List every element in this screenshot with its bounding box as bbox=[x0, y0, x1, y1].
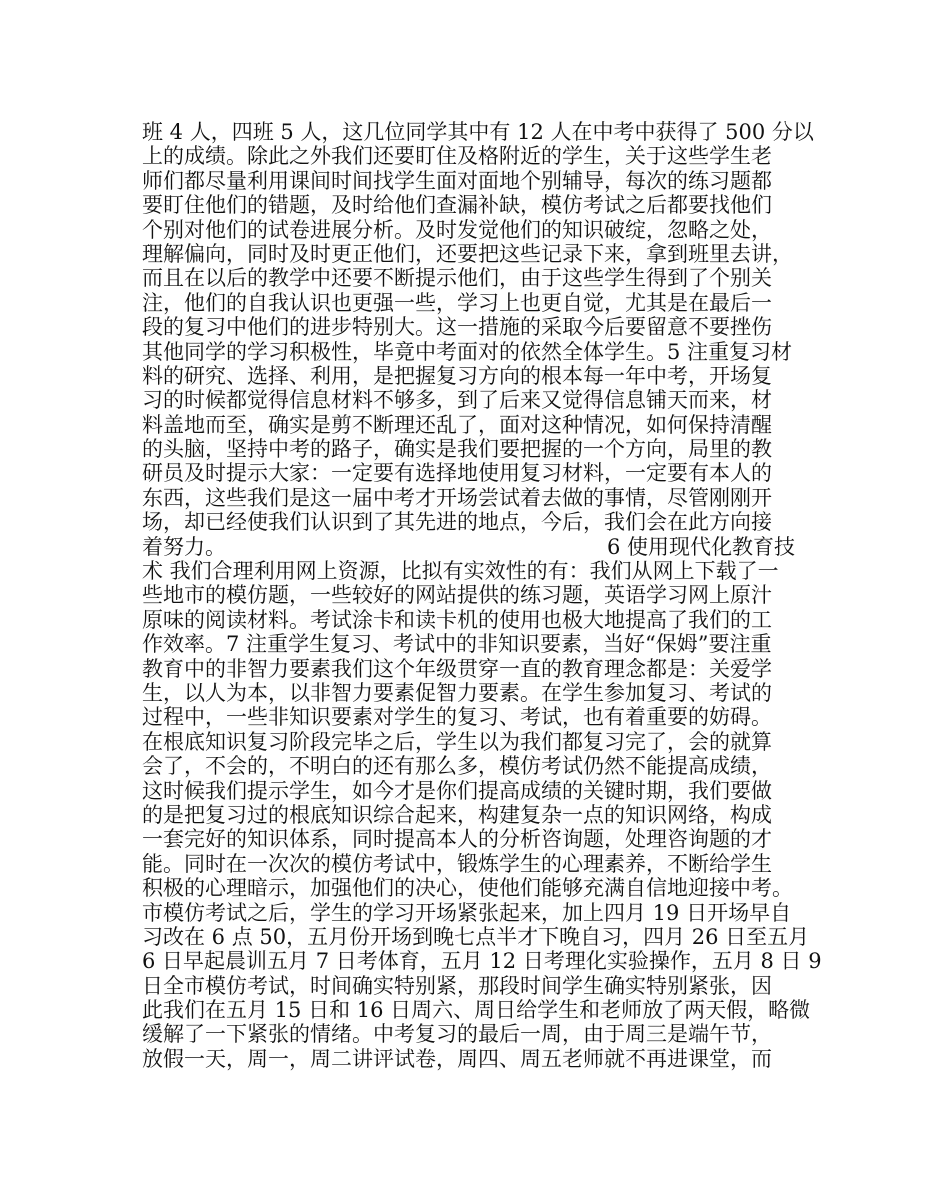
text-line: 的头脑，坚持中考的路子，确实是我们要把握的一个方向，局里的教 bbox=[142, 437, 772, 462]
text-line: 市模仿考试之后，学生的学习开场紧张起来，加上四月 19 日开场早自 bbox=[142, 900, 792, 925]
text-line: 个别对他们的试卷进展分析。及时发觉他们的知识破绽，忽略之处， bbox=[142, 217, 772, 242]
text-line: 教育中的非智力要素我们这个年级贯穿一直的教育理念都是：关爱学 bbox=[142, 656, 772, 681]
text-line: 此我们在五月 15 日和 16 日周六、周日给学生和老师放了两天假，略微 bbox=[142, 998, 811, 1023]
text-line: 缓解了一下紧张的情绪。中考复习的最后一周，由于周三是端午节， bbox=[142, 1022, 772, 1047]
text-line: 日全市模仿考试，时间确实特别紧，那段时间学生确实特别紧张，因 bbox=[142, 973, 772, 998]
text-line: 6 日早起晨训五月 7 日考体育，五月 12 日考理化实验操作，五月 8 日 9 bbox=[142, 949, 822, 974]
text-line: 场，却已经使我们认识到了其先进的地点，今后，我们会在此方向接 bbox=[142, 510, 772, 535]
text-line: 的是把复习过的根底知识综合起来，构建复杂一点的知识网络，构成 bbox=[142, 802, 772, 827]
text-line: 一套完好的知识体系，同时提高本人的分析咨询题，处理咨询题的才 bbox=[142, 827, 772, 852]
section-heading-6: 6 使用现代化教育技 bbox=[607, 534, 796, 559]
text-line: 作效率。7 注重学生复习、考试中的非知识要素，当好“保姆”要注重 bbox=[142, 632, 772, 657]
body-text bbox=[142, 120, 832, 1071]
text-line: 理解偏向，同时及时更正他们，还要把这些记录下来，拿到班里去讲， bbox=[142, 241, 793, 266]
text-line: 研员及时提示大家：一定要有选择地使用复习材料，一定要有本人的 bbox=[142, 461, 772, 486]
text-line: 在根底知识复习阶段完毕之后，学生以为我们都复习完了，会的就算 bbox=[142, 729, 772, 754]
text-line: 这时候我们提示学生，如今才是你们提高成绩的关键时期，我们要做 bbox=[142, 778, 772, 803]
text-line: 其他同学的学习积极性，毕竟中考面对的依然全体学生。5 注重复习材 bbox=[142, 339, 793, 364]
text-line: 习的时候都觉得信息材料不够多，到了后来又觉得信息铺天而来，材 bbox=[142, 388, 772, 413]
text-line: 料盖地而至，确实是剪不断理还乱了，面对这种情况，如何保持清醒 bbox=[142, 412, 772, 437]
text-line: 过程中，一些非知识要素对学生的复习、考试，也有着重要的妨碍。 bbox=[142, 705, 772, 730]
text-line: 放假一天，周一，周二讲评试卷，周四、周五老师就不再进课堂，而 bbox=[142, 1046, 772, 1071]
text-line: 东西，这些我们是这一届中考才开场尝试着去做的事情，尽管刚刚开 bbox=[142, 485, 772, 510]
text-line: 原味的阅读材料。考试涂卡和读卡机的使用也极大地提高了我们的工 bbox=[142, 607, 772, 632]
text-line: 班 4 人，四班 5 人，这几位同学其中有 12 人在中考中获得了 500 分以 bbox=[142, 120, 814, 144]
text-line: 些地市的模仿题，一些较好的网站提供的练习题，英语学习网上原汁 bbox=[142, 583, 772, 608]
text-line: 生，以人为本，以非智力要素促智力要素。在学生参加复习、考试的 bbox=[142, 680, 772, 705]
text-line: 术 我们合理利用网上资源，比拟有实效性的有：我们从网上下载了一 bbox=[142, 559, 779, 584]
text-line: 会了，不会的，不明白的还有那么多，模仿考试仍然不能提高成绩， bbox=[142, 754, 772, 779]
paragraph-end-text: 着努力。 bbox=[142, 534, 226, 559]
text-line-split bbox=[142, 535, 832, 559]
text-line: 要盯住他们的错题，及时给他们查漏补缺，模仿考试之后都要找他们 bbox=[142, 193, 772, 218]
text-line: 能。同时在一次次的模仿考试中，锻炼学生的心理素养，不断给学生 bbox=[142, 851, 772, 876]
text-line: 段的复习中他们的进步特别大。这一措施的采取今后要留意不要挫伤 bbox=[142, 315, 772, 340]
text-line: 习改在 6 点 50，五月份开场到晚七点半才下晚自习，四月 26 日至五月 bbox=[142, 924, 810, 949]
text-line: 而且在以后的教学中还要不断提示他们，由于这些学生得到了个别关 bbox=[142, 266, 772, 291]
text-line: 上的成绩。除此之外我们还要盯住及格附近的学生，关于这些学生老 bbox=[142, 144, 772, 169]
text-line: 注，他们的自我认识也更强一些，学习上也更自觉，尤其是在最后一 bbox=[142, 290, 772, 315]
text-line: 师们都尽量利用课间时间找学生面对面地个别辅导，每次的练习题都 bbox=[142, 168, 772, 193]
text-line: 料的研究、选择、利用，是把握复习方向的根本每一年中考，开场复 bbox=[142, 363, 772, 388]
text-line: 积极的心理暗示，加强他们的决心，使他们能够充满自信地迎接中考。 bbox=[142, 876, 793, 901]
